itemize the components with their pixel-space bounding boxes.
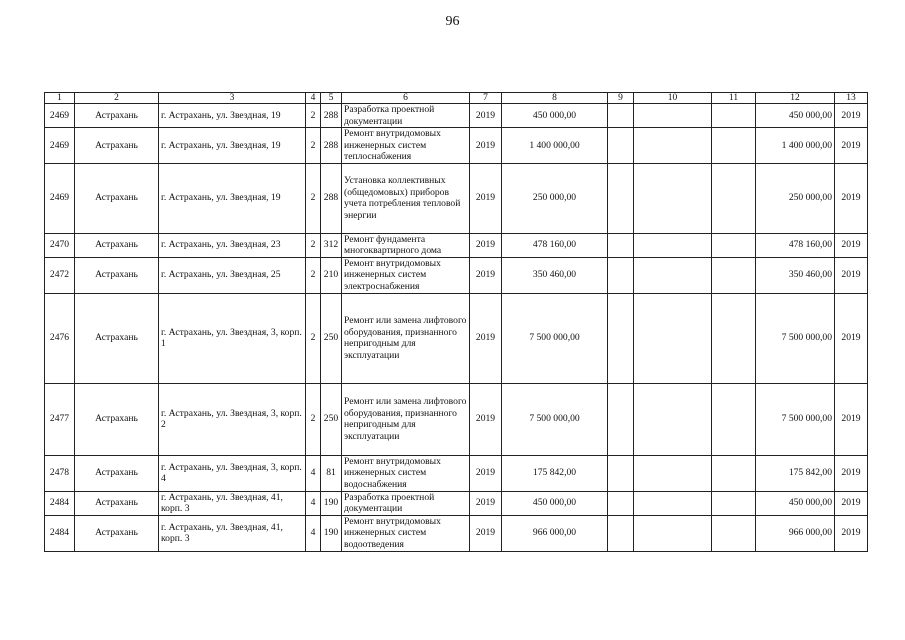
cell-row-number: 2472 bbox=[45, 257, 75, 293]
cell-city: Астрахань bbox=[75, 515, 159, 551]
cell-address: г. Астрахань, ул. Звездная, 19 bbox=[159, 128, 306, 164]
cell-col-10 bbox=[634, 233, 712, 257]
cell-year: 2019 bbox=[470, 233, 502, 257]
cell-total-cost: 966 000,00 bbox=[756, 515, 835, 551]
cell-work-type: Ремонт внутридомовых инженерных систем теплоснабжения bbox=[342, 128, 470, 164]
cell-total-cost: 450 000,00 bbox=[756, 104, 835, 128]
cell-floors: 2 bbox=[306, 257, 321, 293]
cell-address: г. Астрахань, ул. Звездная, 19 bbox=[159, 163, 306, 233]
page-number: 96 bbox=[445, 14, 460, 29]
cell-row-number: 2469 bbox=[45, 163, 75, 233]
cell-completion-year: 2019 bbox=[835, 293, 868, 383]
cell-total-cost: 175 842,00 bbox=[756, 455, 835, 491]
cell-col-10 bbox=[634, 257, 712, 293]
column-header: 5 bbox=[321, 93, 342, 104]
cell-row-number: 2478 bbox=[45, 455, 75, 491]
cell-work-type: Ремонт внутридомовых инженерных систем электроснабжения bbox=[342, 257, 470, 293]
cell-cost: 966 000,00 bbox=[502, 515, 608, 551]
cell-col-10 bbox=[634, 455, 712, 491]
column-header: 1 bbox=[45, 93, 75, 104]
cell-completion-year: 2019 bbox=[835, 233, 868, 257]
column-header: 9 bbox=[608, 93, 634, 104]
cell-floors: 2 bbox=[306, 104, 321, 128]
cell-address: г. Астрахань, ул. Звездная, 3, корп. 2 bbox=[159, 383, 306, 455]
cell-apartments: 288 bbox=[321, 163, 342, 233]
cell-year: 2019 bbox=[470, 128, 502, 164]
cell-address: г. Астрахань, ул. Звездная, 3, корп. 1 bbox=[159, 293, 306, 383]
cell-floors: 2 bbox=[306, 293, 321, 383]
column-header: 7 bbox=[470, 93, 502, 104]
cell-col-11 bbox=[712, 491, 756, 515]
table-row bbox=[45, 104, 868, 128]
cell-floors: 4 bbox=[306, 455, 321, 491]
cell-col-9 bbox=[608, 383, 634, 455]
cell-row-number: 2469 bbox=[45, 128, 75, 164]
table-row bbox=[45, 383, 868, 455]
cell-address: г. Астрахань, ул. Звездная, 3, корп. 4 bbox=[159, 455, 306, 491]
cell-col-9 bbox=[608, 163, 634, 233]
cell-col-9 bbox=[608, 455, 634, 491]
cell-address: г. Астрахань, ул. Звездная, 25 bbox=[159, 257, 306, 293]
cell-total-cost: 250 000,00 bbox=[756, 163, 835, 233]
cell-col-10 bbox=[634, 104, 712, 128]
cell-year: 2019 bbox=[470, 491, 502, 515]
cell-col-11 bbox=[712, 104, 756, 128]
column-header: 8 bbox=[502, 93, 608, 104]
cell-work-type: Установка коллективных (общедомовых) приборов учета потребления тепловой энергии bbox=[342, 163, 470, 233]
cell-col-10 bbox=[634, 383, 712, 455]
cell-city: Астрахань bbox=[75, 491, 159, 515]
cell-col-11 bbox=[712, 163, 756, 233]
cell-cost: 250 000,00 bbox=[502, 163, 608, 233]
table-row bbox=[45, 163, 868, 233]
column-header: 4 bbox=[306, 93, 321, 104]
cell-floors: 2 bbox=[306, 128, 321, 164]
cell-col-9 bbox=[608, 491, 634, 515]
cell-address: г. Астрахань, ул. Звездная, 23 bbox=[159, 233, 306, 257]
cell-work-type: Ремонт фундамента многоквартирного дома bbox=[342, 233, 470, 257]
cell-apartments: 190 bbox=[321, 491, 342, 515]
cell-total-cost: 478 160,00 bbox=[756, 233, 835, 257]
cell-apartments: 190 bbox=[321, 515, 342, 551]
cell-year: 2019 bbox=[470, 515, 502, 551]
cell-year: 2019 bbox=[470, 383, 502, 455]
table-row bbox=[45, 491, 868, 515]
cell-col-9 bbox=[608, 128, 634, 164]
cell-col-11 bbox=[712, 257, 756, 293]
cell-completion-year: 2019 bbox=[835, 515, 868, 551]
table-row bbox=[45, 515, 868, 551]
cell-address: г. Астрахань, ул. Звездная, 41, корп. 3 bbox=[159, 515, 306, 551]
cell-completion-year: 2019 bbox=[835, 163, 868, 233]
cell-year: 2019 bbox=[470, 104, 502, 128]
cell-work-type: Ремонт внутридомовых инженерных систем водоснабжения bbox=[342, 455, 470, 491]
cell-city: Астрахань bbox=[75, 163, 159, 233]
cell-year: 2019 bbox=[470, 163, 502, 233]
cell-year: 2019 bbox=[470, 257, 502, 293]
cell-col-11 bbox=[712, 515, 756, 551]
cell-row-number: 2484 bbox=[45, 491, 75, 515]
column-header: 11 bbox=[712, 93, 756, 104]
cell-col-11 bbox=[712, 233, 756, 257]
table-row bbox=[45, 233, 868, 257]
cell-completion-year: 2019 bbox=[835, 383, 868, 455]
column-header: 3 bbox=[159, 93, 306, 104]
table-row bbox=[45, 257, 868, 293]
cell-city: Астрахань bbox=[75, 104, 159, 128]
cell-col-9 bbox=[608, 233, 634, 257]
cell-city: Астрахань bbox=[75, 233, 159, 257]
cell-completion-year: 2019 bbox=[835, 257, 868, 293]
column-header: 10 bbox=[634, 93, 712, 104]
cell-apartments: 312 bbox=[321, 233, 342, 257]
cell-cost: 1 400 000,00 bbox=[502, 128, 608, 164]
cell-city: Астрахань bbox=[75, 293, 159, 383]
cell-col-9 bbox=[608, 515, 634, 551]
cell-work-type: Ремонт или замена лифтового оборудования, признанного непригодным для эксплуатации bbox=[342, 383, 470, 455]
cell-cost: 7 500 000,00 bbox=[502, 293, 608, 383]
column-header: 13 bbox=[835, 93, 868, 104]
cell-apartments: 288 bbox=[321, 104, 342, 128]
cell-completion-year: 2019 bbox=[835, 491, 868, 515]
cell-apartments: 81 bbox=[321, 455, 342, 491]
cell-row-number: 2476 bbox=[45, 293, 75, 383]
cell-completion-year: 2019 bbox=[835, 128, 868, 164]
cell-col-11 bbox=[712, 128, 756, 164]
cell-work-type: Разработка проектной документации bbox=[342, 104, 470, 128]
cell-city: Астрахань bbox=[75, 257, 159, 293]
cell-col-10 bbox=[634, 491, 712, 515]
cell-floors: 2 bbox=[306, 163, 321, 233]
cell-apartments: 210 bbox=[321, 257, 342, 293]
cell-address: г. Астрахань, ул. Звездная, 41, корп. 3 bbox=[159, 491, 306, 515]
cell-col-9 bbox=[608, 104, 634, 128]
cell-cost: 175 842,00 bbox=[502, 455, 608, 491]
cell-cost: 450 000,00 bbox=[502, 491, 608, 515]
cell-total-cost: 350 460,00 bbox=[756, 257, 835, 293]
column-header: 2 bbox=[75, 93, 159, 104]
cell-col-10 bbox=[634, 128, 712, 164]
header-row bbox=[45, 93, 868, 104]
table-row bbox=[45, 128, 868, 164]
cell-city: Астрахань bbox=[75, 128, 159, 164]
cell-completion-year: 2019 bbox=[835, 104, 868, 128]
works-table bbox=[44, 92, 868, 552]
column-header: 12 bbox=[756, 93, 835, 104]
cell-col-11 bbox=[712, 383, 756, 455]
cell-apartments: 288 bbox=[321, 128, 342, 164]
cell-col-10 bbox=[634, 293, 712, 383]
cell-cost: 350 460,00 bbox=[502, 257, 608, 293]
cell-total-cost: 7 500 000,00 bbox=[756, 293, 835, 383]
cell-row-number: 2470 bbox=[45, 233, 75, 257]
cell-total-cost: 450 000,00 bbox=[756, 491, 835, 515]
cell-col-9 bbox=[608, 257, 634, 293]
cell-total-cost: 7 500 000,00 bbox=[756, 383, 835, 455]
table-row bbox=[45, 455, 868, 491]
cell-address: г. Астрахань, ул. Звездная, 19 bbox=[159, 104, 306, 128]
table-row bbox=[45, 293, 868, 383]
cell-col-9 bbox=[608, 293, 634, 383]
cell-row-number: 2469 bbox=[45, 104, 75, 128]
cell-work-type: Разработка проектной документации bbox=[342, 491, 470, 515]
cell-year: 2019 bbox=[470, 455, 502, 491]
cell-city: Астрахань bbox=[75, 455, 159, 491]
cell-completion-year: 2019 bbox=[835, 455, 868, 491]
cell-cost: 450 000,00 bbox=[502, 104, 608, 128]
cell-floors: 4 bbox=[306, 515, 321, 551]
cell-row-number: 2477 bbox=[45, 383, 75, 455]
cell-floors: 2 bbox=[306, 233, 321, 257]
cell-floors: 4 bbox=[306, 491, 321, 515]
cell-col-10 bbox=[634, 515, 712, 551]
cell-work-type: Ремонт или замена лифтового оборудования, признанного непригодным для эксплуатации bbox=[342, 293, 470, 383]
cell-cost: 7 500 000,00 bbox=[502, 383, 608, 455]
cell-total-cost: 1 400 000,00 bbox=[756, 128, 835, 164]
cell-col-11 bbox=[712, 455, 756, 491]
cell-floors: 2 bbox=[306, 383, 321, 455]
cell-apartments: 250 bbox=[321, 383, 342, 455]
cell-cost: 478 160,00 bbox=[502, 233, 608, 257]
cell-year: 2019 bbox=[470, 293, 502, 383]
cell-city: Астрахань bbox=[75, 383, 159, 455]
cell-col-10 bbox=[634, 163, 712, 233]
cell-work-type: Ремонт внутридомовых инженерных систем водоотведения bbox=[342, 515, 470, 551]
cell-col-11 bbox=[712, 293, 756, 383]
column-header: 6 bbox=[342, 93, 470, 104]
cell-row-number: 2484 bbox=[45, 515, 75, 551]
cell-apartments: 250 bbox=[321, 293, 342, 383]
